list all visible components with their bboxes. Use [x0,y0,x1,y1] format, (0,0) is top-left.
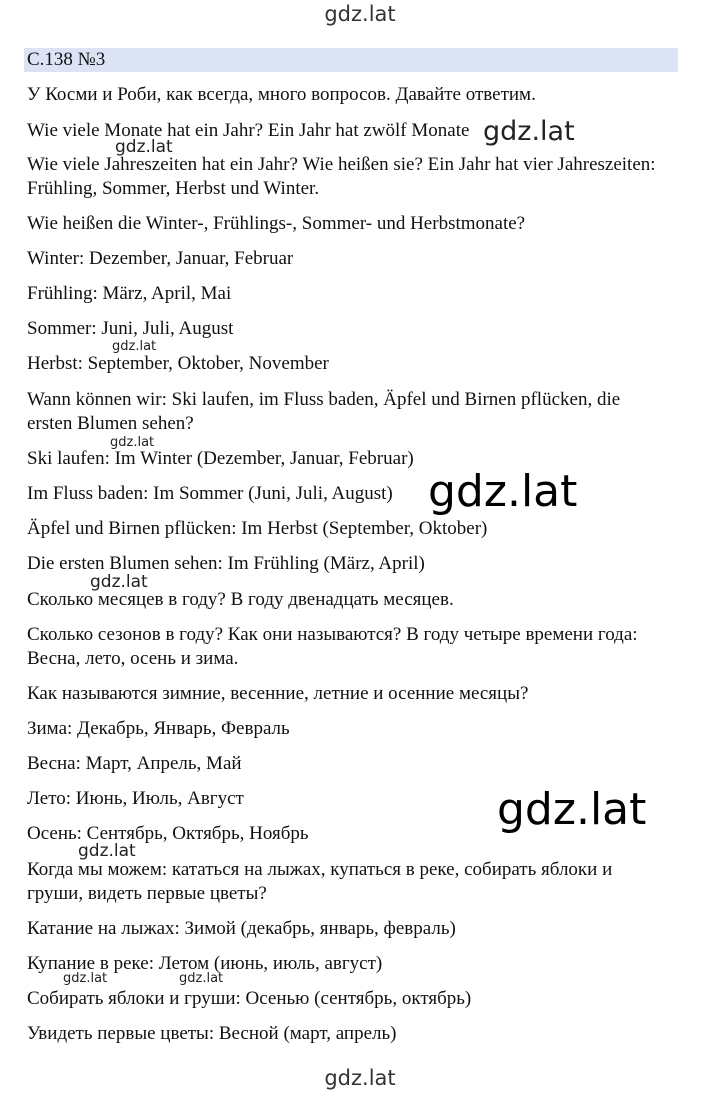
watermark-inline: gdz.lat [110,435,155,450]
text-line: Frühling, Sommer, Herbst und Winter. [27,178,320,199]
page-title: С.138 №3 [27,49,106,70]
text-line: Winter: Dezember, Januar, Februar [27,248,294,269]
text-line: Im Fluss baden: Im Sommer (Juni, Juli, August) [27,483,393,504]
text-line: Лето: Июнь, Июль, Август [27,788,244,809]
header-bar [24,48,678,72]
text-line: груши, видеть первые цветы? [27,883,267,904]
watermark-inline: gdz.lat [115,137,173,157]
text-line: Как называются зимние, весенние, летние и осенние месяцы? [27,683,529,704]
watermark-inline: gdz.lat [112,339,157,354]
text-line: Sommer: Juni, Juli, August [27,318,234,339]
text-line: Ski laufen: Im Winter (Dezember, Januar, Februar) [27,448,414,469]
watermark-inline: gdz.lat [78,841,136,861]
watermark-top: gdz.lat [324,2,396,26]
text-line: Äpfel und Birnen pflücken: Im Herbst (September, Oktober) [27,518,488,539]
text-line: Весна: Март, Апрель, Май [27,753,242,774]
watermark-inline: gdz.lat [428,466,578,517]
text-line: Frühling: März, April, Mai [27,283,232,304]
watermark-inline: gdz.lat [480,118,578,145]
watermark-inline: gdz.lat [90,572,148,592]
text-line: Die ersten Blumen sehen: Im Frühling (März, April) [27,553,425,574]
text-line: Сколько сезонов в году? Как они называются? В году четыре времени года: [27,624,638,645]
text-line: Собирать яблоки и груши: Осенью (сентябрь, октябрь) [27,988,472,1009]
watermark-inline: gdz.lat [179,971,224,986]
text-line: Сколько месяцев в году? В году двенадцать месяцев. [27,589,454,610]
text-line: Весна, лето, осень и зима. [27,648,239,669]
text-line: Herbst: September, Oktober, November [27,353,329,374]
watermark-bottom: gdz.lat [324,1066,396,1090]
text-line: Осень: Сентябрь, Октябрь, Ноябрь [27,823,309,844]
text-line: Wann können wir: Ski laufen, im Fluss baden, Äpfel und Birnen pflücken, die [27,389,621,410]
text-line: Когда мы можем: кататься на лыжах, купаться в реке, собирать яблоки и [27,859,613,880]
text-line: Увидеть первые цветы: Весной (март, апрель) [27,1023,397,1044]
text-line: Wie viele Jahreszeiten hat ein Jahr? Wie heißen sie? Ein Jahr hat vier Jahreszeiten: [27,154,656,175]
text-line: У Косми и Роби, как всегда, много вопросов. Давайте ответим. [27,84,536,105]
watermark-inline: gdz.lat [63,971,108,986]
text-line: Зима: Декабрь, Январь, Февраль [27,718,290,739]
text-line: Wie viele Monate hat ein Jahr? Ein Jahr hat zwölf Monate [27,120,470,141]
text-line: ersten Blumen sehen? [27,413,194,434]
text-line: Катание на лыжах: Зимой (декабрь, январь, февраль) [27,918,456,939]
text-line: Купание в реке: Летом (июнь, июль, август) [27,953,383,974]
text-line: Wie heißen die Winter-, Frühlings-, Sommer- und Herbstmonate? [27,213,526,234]
watermark-inline: gdz.lat [497,784,647,835]
